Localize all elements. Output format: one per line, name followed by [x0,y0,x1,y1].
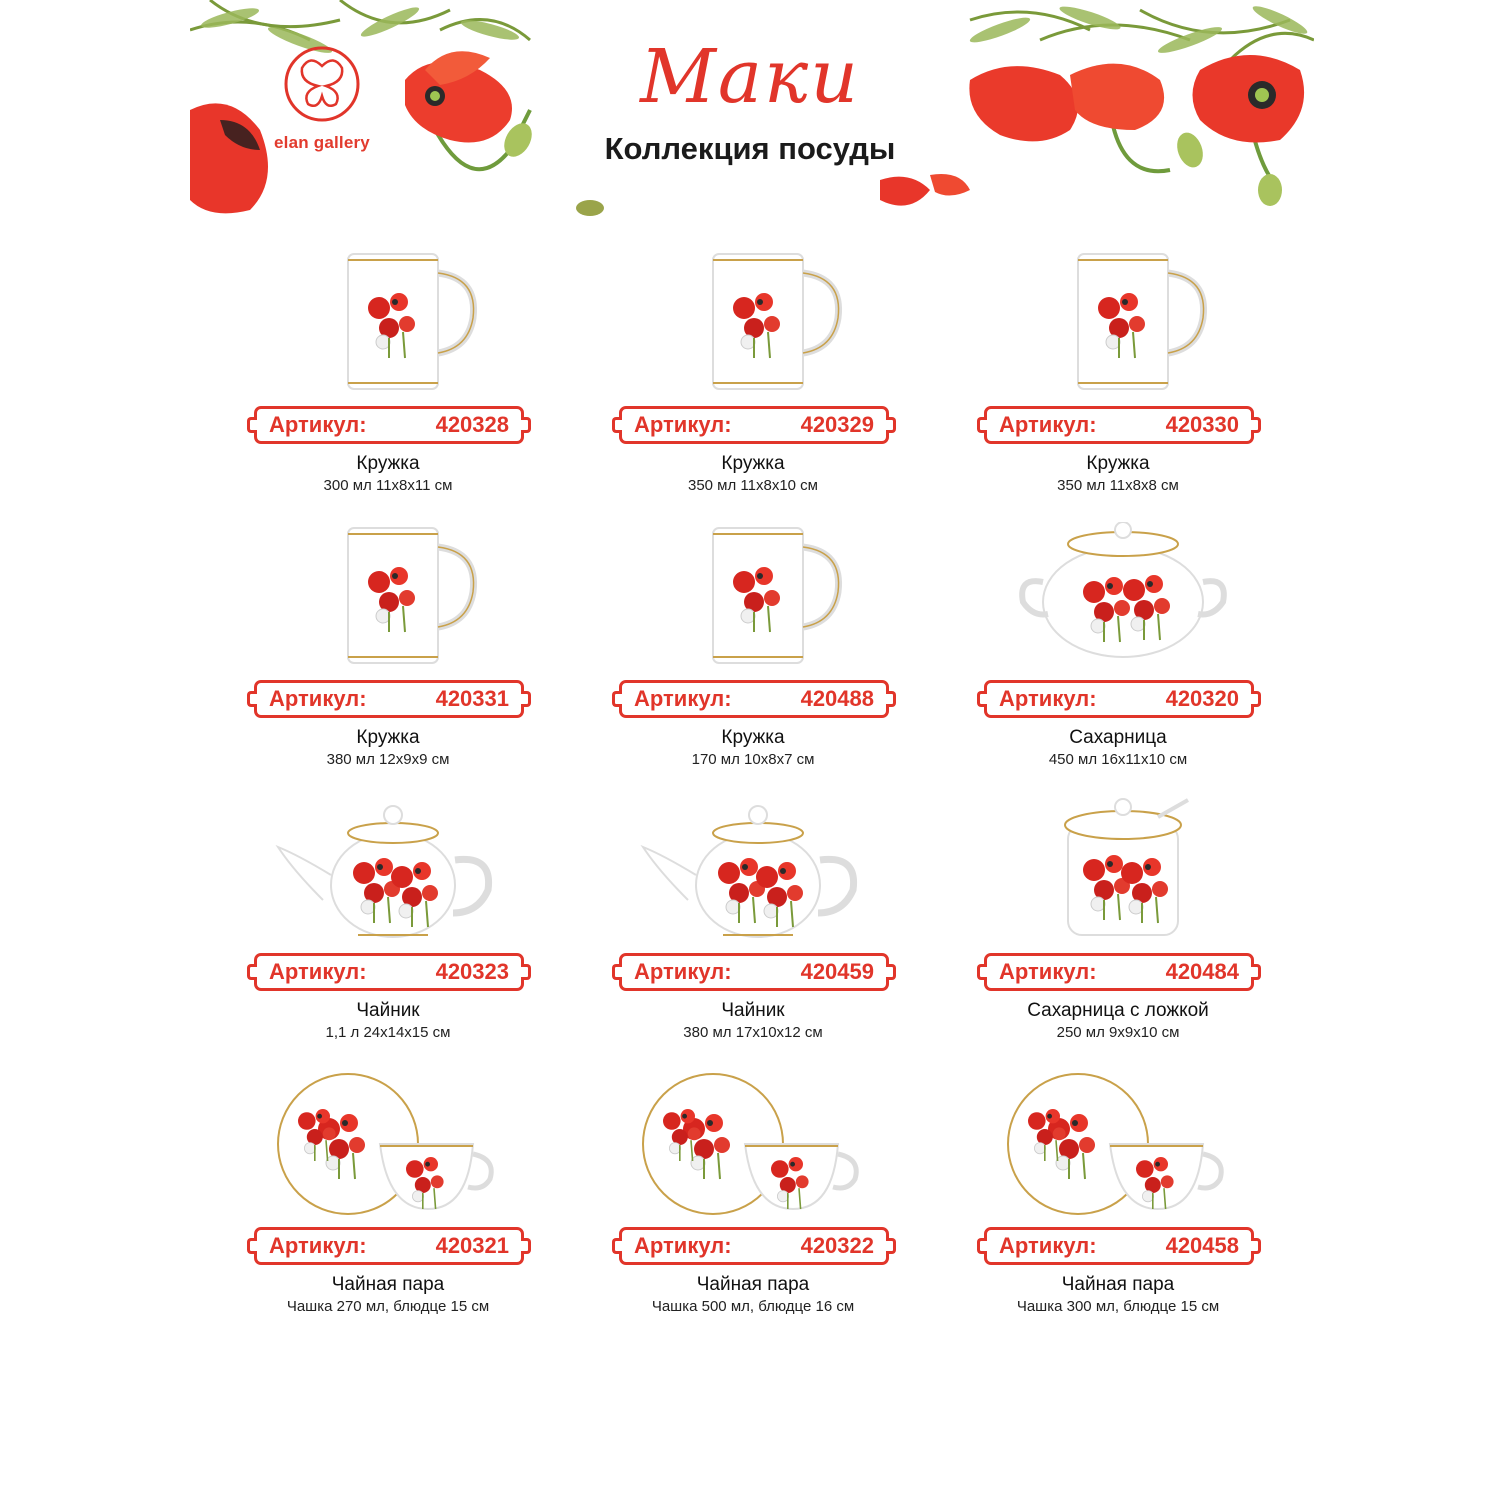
article-tag [619,1227,889,1265]
product-name: Чайная пара [1061,1274,1175,1295]
product-name: Чайная пара [331,1274,445,1295]
product-name: Чайная пара [696,1274,810,1295]
header-banner [190,0,1314,224]
logo-text: elan gallery [274,133,370,152]
mug-icon [633,522,883,672]
product-spec: 380 мл 12x9x9 см [326,751,450,768]
article-code: 420484 [1165,959,1239,984]
product-spec: Чашка 270 мл, блюдце 15 см [286,1298,490,1315]
article-code: 420330 [1165,412,1239,437]
article-tag [984,953,1254,991]
article-label: Артикул: [999,412,1097,437]
product-spec: 350 мл 11x8x10 см [687,477,818,494]
article-code: 420323 [435,959,509,984]
article-tag [254,406,524,444]
mug-icon [998,248,1248,398]
article-tag [254,953,524,991]
article-code: 420320 [1165,686,1239,711]
teapot-icon [268,795,518,945]
article-label: Артикул: [634,686,732,711]
product-spec: 350 мл 11x8x8 см [1057,477,1179,494]
product-name: Чайник [721,1000,785,1021]
article-label: Артикул: [999,686,1097,711]
article-tag [984,680,1254,718]
product-name: Чайник [356,1000,420,1021]
article-tag [619,406,889,444]
article-label: Артикул: [999,1233,1097,1258]
butterfly-logo-icon [282,44,362,124]
article-label: Артикул: [634,412,732,437]
article-label: Артикул: [999,959,1097,984]
product-name: Сахарница с ложкой [1027,1000,1209,1021]
product-spec: 250 мл 9x9x10 см [1056,1024,1180,1041]
article-code: 420459 [800,959,874,984]
product-spec: 300 мл 11x8x11 см [323,477,453,494]
article-tag [984,406,1254,444]
page-title: Маки [640,34,860,120]
article-code: 420331 [435,686,509,711]
article-label: Артикул: [269,1233,367,1258]
product-name: Кружка [1086,453,1150,474]
product-spec: Чашка 300 мл, блюдце 15 см [1016,1298,1220,1315]
teapot-icon [633,795,883,945]
article-code: 420488 [800,686,874,711]
article-tag [254,1227,524,1265]
article-code: 420322 [800,1233,874,1258]
article-tag [619,953,889,991]
product-name: Кружка [721,727,785,748]
product-spec: 380 мл 17x10x12 см [683,1024,823,1041]
product-name: Сахарница [1069,727,1167,748]
article-tag [619,680,889,718]
article-code: 420328 [435,412,509,437]
product-spec: Чашка 500 мл, блюдце 16 см [651,1298,855,1315]
brand-logo [258,44,386,153]
article-code: 420321 [435,1233,509,1258]
mug-icon [268,522,518,672]
cup-saucer-icon [998,1069,1248,1219]
mug-icon [633,248,883,398]
product-name: Кружка [721,453,785,474]
page-subtitle: Коллекция посуды [604,131,896,166]
product-spec: 1,1 л 24x14x15 см [325,1024,451,1041]
product-spec: 170 мл 10x8x7 см [691,751,815,768]
article-label: Артикул: [634,1233,732,1258]
article-code: 420458 [1165,1233,1239,1258]
article-tag [984,1227,1254,1265]
product-name: Кружка [356,453,420,474]
article-label: Артикул: [269,686,367,711]
article-label: Артикул: [634,959,732,984]
product-spec: 450 мл 16x11x10 см [1048,751,1188,768]
article-label: Артикул: [269,959,367,984]
article-tag [254,680,524,718]
sugar-bowl-icon [998,522,1248,672]
mug-icon [268,248,518,398]
article-code: 420329 [800,412,874,437]
article-label: Артикул: [269,412,367,437]
cup-saucer-icon [268,1069,518,1219]
product-name: Кружка [356,727,420,748]
cup-saucer-icon [633,1069,883,1219]
sugar-bowl-spoon-icon [998,795,1248,945]
